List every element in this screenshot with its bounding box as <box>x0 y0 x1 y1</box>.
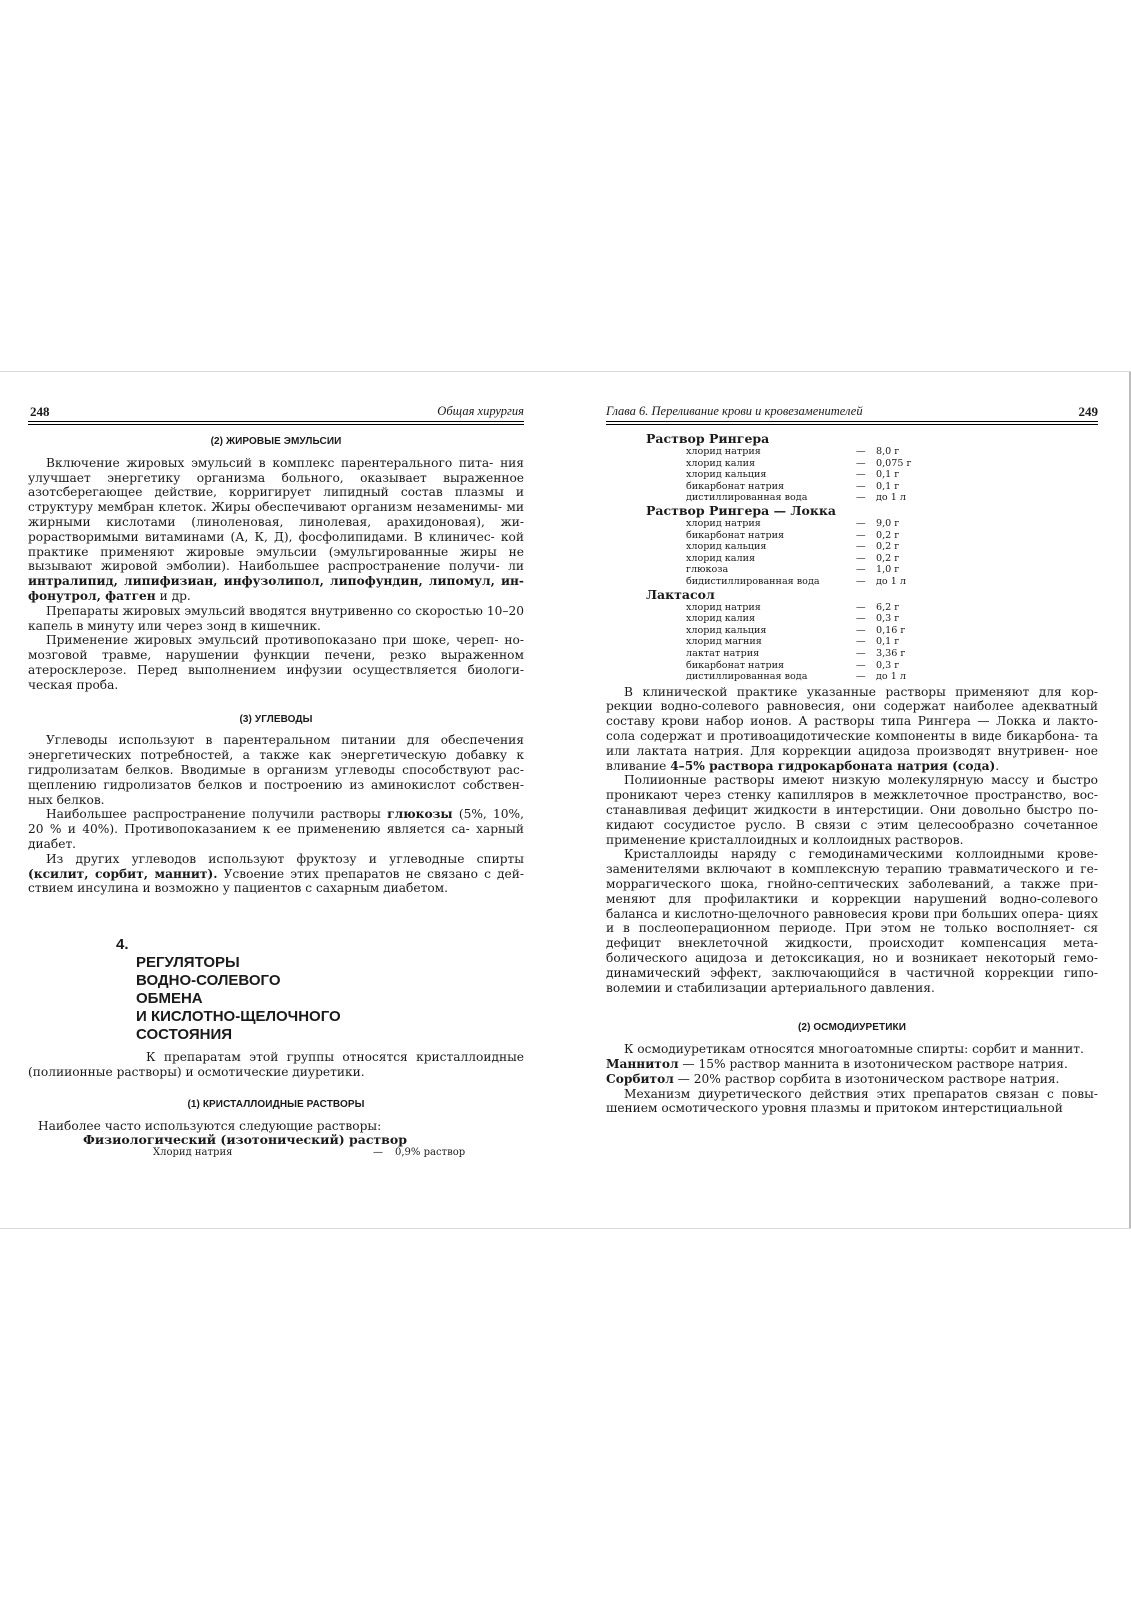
paragraph: Углеводы используют в парентеральном питании для обеспечения энергетических потребностей, а также как энергетическую добавку к гидролизатам белков. Вводимые в организм углеводы способствуют рас- щеплению гидролизатов белков и построению из аминокислот собствен- ных белков. <box>28 733 524 807</box>
ingredient-dash: — <box>856 457 866 469</box>
ingredient-dash: — <box>856 446 866 457</box>
ingredient-row <box>606 469 1098 481</box>
right-page <box>606 372 1098 1228</box>
solutions-list <box>606 432 1098 683</box>
ingredient-dash: — <box>856 659 866 671</box>
section-heading-carbs: (3) УГЛЕВОДЫ <box>239 713 313 725</box>
ingredient-name: бикарбонат натрия <box>686 659 785 671</box>
ingredient-name: хлорид калия <box>686 552 756 564</box>
paragraph: К препаратам этой группы относятся кристаллоидные (полиионные растворы) и осмотические диуретики. <box>28 1050 524 1079</box>
ingredient-dash: — <box>856 601 866 613</box>
ingredient-row <box>606 613 1098 625</box>
ingredient-dash: — <box>856 564 866 576</box>
solution-name: Лактасол <box>646 586 715 602</box>
ingredient-dash: — <box>856 671 866 683</box>
ingredient-amount: 1,0 г <box>876 564 900 576</box>
ingredient-amount: 0,3 г <box>876 613 900 625</box>
paragraph: Полиионные растворы имеют низкую молекулярную массу и быстро проникают через стенку капилляров в межклеточное пространство, вос- станавливая дефицит жидкости в интерстиции. Они довольно быстро по- кидают сосудистое русло. В связи с этим целесообразно сочетанное применение кристаллоидных и коллоидных растворов. <box>606 773 1098 847</box>
ingredient-row <box>606 648 1098 660</box>
ingredient-dash: — <box>856 529 866 541</box>
running-title: Общая хирургия <box>437 404 524 418</box>
ingredient-name: хлорид калия <box>686 613 756 625</box>
chapter-heading: 4. РЕГУЛЯТОРЫ ВОДНО-СОЛЕВОГО ОБМЕНА И КИСЛОТНО-ЩЕЛОЧНОГО СОСТОЯНИЯ <box>116 936 341 1044</box>
solution-name: Физиологический (изотонический) раствор <box>83 1132 407 1148</box>
ingredient-dash: — <box>856 480 866 492</box>
solution-name: Раствор Рингера <box>646 431 770 446</box>
ingredient-name: хлорид натрия <box>686 601 761 613</box>
ingredient-amount: 0,2 г <box>876 529 900 541</box>
ingredient-dash: — <box>856 575 866 587</box>
ingredient-dash: — <box>856 517 866 529</box>
ingredient-dash: — <box>856 469 866 481</box>
ingredient-amount: 0,3 г <box>876 659 900 671</box>
book-spread-scan <box>0 371 1131 1229</box>
ingredient-row <box>606 553 1098 565</box>
ingredient-name: хлорид кальция <box>686 541 767 553</box>
header-rule <box>28 421 524 425</box>
ingredient-dash: — <box>856 613 866 625</box>
header-rule <box>606 421 1098 425</box>
left-body <box>28 435 524 1159</box>
ingredient-name: глюкоза <box>686 564 729 576</box>
paragraph: Из других углеводов используют фруктозу и углеводные спирты (ксилит, сорбит, маннит). Усвоение этих препаратов не связано с дей- ствием инсулина и возможно у пациентов с сахарным диабетом. <box>28 851 525 896</box>
ingredient-row <box>606 660 1098 672</box>
paragraph: Применение жировых эмульсий противопоказано при шоке, череп- но-мозговой травме, нарушении функции печени, резко выраженном атеросклерозе. Перед выполнением инфузии осуществляется биологи- ческая проба. <box>28 633 524 692</box>
ingredient-name: хлорид кальция <box>686 624 767 636</box>
paragraph: Наибольшее распространение получили растворы глюкозы (5%, 10%, 20 % и 40%). Противопоказанием к ее применению является са- харный диабет. <box>28 807 524 851</box>
ingredient-amount: 6,2 г <box>876 601 900 613</box>
ingredient-row <box>606 446 1098 458</box>
ingredient-row <box>606 530 1098 542</box>
page-number: 249 <box>1078 404 1098 419</box>
ingredient-amount: до 1 л <box>876 575 906 587</box>
section-heading-osmodiuretics: (2) ОСМОДИУРЕТИКИ <box>797 1022 906 1034</box>
ingredient-dash: — <box>856 492 866 504</box>
ingredient-dash: — <box>856 552 866 564</box>
paragraph: В клинической практике указанные растворы применяют для кор- рекции водно-солевого равновесия, они содержат наиболее адекватный составу крови набор ионов. А растворы типа Рингера — Локка и лакто- сола содержат и противоацидотические компоненты в виде бикарбона- та или лактата натрия. Для коррекции ацидоза производят внутривен- ное вливание 4–5% раствора гидрокарбоната натрия (сода). <box>606 684 1099 773</box>
ingredient-row <box>606 481 1098 493</box>
paragraph: Механизм диуретического действия этих препаратов связан с повы- шением осмотического уровня плазмы и притоком интерстициальной <box>606 1086 1098 1116</box>
left-page-header <box>28 404 524 420</box>
ingredient-row <box>606 602 1098 614</box>
ingredient-name: хлорид кальция <box>686 469 767 481</box>
ingredient-amount: 0,1 г <box>876 469 900 481</box>
ingredient-row <box>606 564 1098 576</box>
right-page-header <box>606 404 1098 420</box>
left-page <box>28 372 524 1228</box>
ingredient-amount: 0,16 г <box>876 624 906 636</box>
ingredient-name: бикарбонат натрия <box>686 480 785 492</box>
ingredient-row <box>606 576 1098 588</box>
paragraph: К осмодиуретикам относятся многоатомные спирты: сорбит и маннит. <box>624 1042 1084 1057</box>
ingredient-name: бикарбонат натрия <box>686 529 785 541</box>
ingredient-amount: 9,0 г <box>876 517 900 529</box>
ingredient-dash: — <box>856 647 866 659</box>
section-heading-fat: (2) ЖИРОВЫЕ ЭМУЛЬСИИ <box>210 436 342 447</box>
ingredient-name: хлорид магния <box>686 636 762 648</box>
running-title: Глава 6. Переливание крови и кровезаменителей <box>606 404 863 418</box>
ingredient-row <box>606 636 1098 648</box>
ingredient-amount: 0,075 г <box>876 457 912 469</box>
ingredient-dash: — <box>856 636 866 648</box>
ingredient-row <box>606 518 1098 530</box>
ingredient-dash: — <box>856 541 866 553</box>
ingredient-name: лактат натрия <box>686 647 760 659</box>
paragraph: Наиболее часто используются следующие растворы: <box>38 1118 382 1133</box>
paragraph: Маннитол — 15% раствор маннита в изотоническом растворе натрия. <box>606 1057 1068 1072</box>
ingredient-row: Хлорид натрия — 0,9% раствор <box>153 1147 466 1159</box>
ingredient-amount: 3,36 г <box>876 647 906 659</box>
page-number: 248 <box>30 404 50 419</box>
paragraph: Включение жировых эмульсий в комплекс парентерального пита- ния улучшает энергетику организма больного, оказывает выраженное азотсберегающее действие, корригирует липидный состав плазмы и структуру мембран клеток. Жиры обеспечивают организм незаменимы- ми жирными кислотами (линоленовая, линолевая, арахидоновая), жи- рорастворимыми витаминами (А, К, Д), фосфолипидами. В клиничес- кой практике применяют жировые эмульсии (эмульгированные жиры не вызывают жировой эмболии). Наибольшее распространение получи- ли интралипид, липифизиан, инфузолипол, липофундин, липомул, ин- фонутрол, фатген и др. <box>28 455 524 603</box>
ingredient-amount: 0,2 г <box>876 552 900 564</box>
ingredient-amount: до 1 л <box>876 492 906 504</box>
paragraph: Препараты жировых эмульсий вводятся внутривенно со скоростью 10–20 капель в минуту или через зонд в кишечник. <box>28 603 524 633</box>
ingredient-row <box>606 625 1098 637</box>
ingredient-dash: — <box>856 624 866 636</box>
paragraph: Сорбитол — 20% раствор сорбита в изотоническом растворе натрия. <box>606 1071 1060 1086</box>
solution-name: Раствор Рингера — Локка <box>646 502 836 518</box>
ingredient-amount: 0,1 г <box>876 480 900 492</box>
ingredient-row <box>606 671 1098 683</box>
ingredient-row <box>606 541 1098 553</box>
ingredient-name: дистиллированная вода <box>686 671 808 683</box>
paragraph: Кристаллоиды наряду с гемодинамическими коллоидными крове- заменителями включают в комплексную терапию травматического и ге- моррагического шока, гнойно-септических заболеваний, а также при- меняют для профилактики и коррекции нарушений водно-солевого баланса и кислотно-щелочного равновесия крови при больших опера- циях и в послеоперационном периоде. При этом не только восполняет- ся дефицит внеклеточной жидкости, происходит компенсация мета- болического ацидоза и детоксикация, но и возникает некоторый гемо- динамический эффект, заключающийся в частичной коррекции гипо- волемии и стабилизации артериального давления. <box>606 847 1099 995</box>
right-body <box>606 432 1098 1116</box>
ingredient-name: дистиллированная вода <box>686 492 808 504</box>
ingredient-amount: до 1 л <box>876 671 906 683</box>
ingredient-row <box>606 458 1098 470</box>
ingredient-amount: 0,2 г <box>876 541 900 553</box>
section-heading-crystalloids: (1) КРИСТАЛЛОИДНЫЕ РАСТВОРЫ <box>187 1098 365 1110</box>
ingredient-amount: 8,0 г <box>876 446 900 457</box>
ingredient-amount: 0,1 г <box>876 636 900 648</box>
ingredient-name: хлорид натрия <box>686 517 761 529</box>
ingredient-name: хлорид калия <box>686 457 756 469</box>
ingredient-name: бидистиллированная вода <box>686 575 820 587</box>
ingredient-name: хлорид натрия <box>686 446 761 457</box>
